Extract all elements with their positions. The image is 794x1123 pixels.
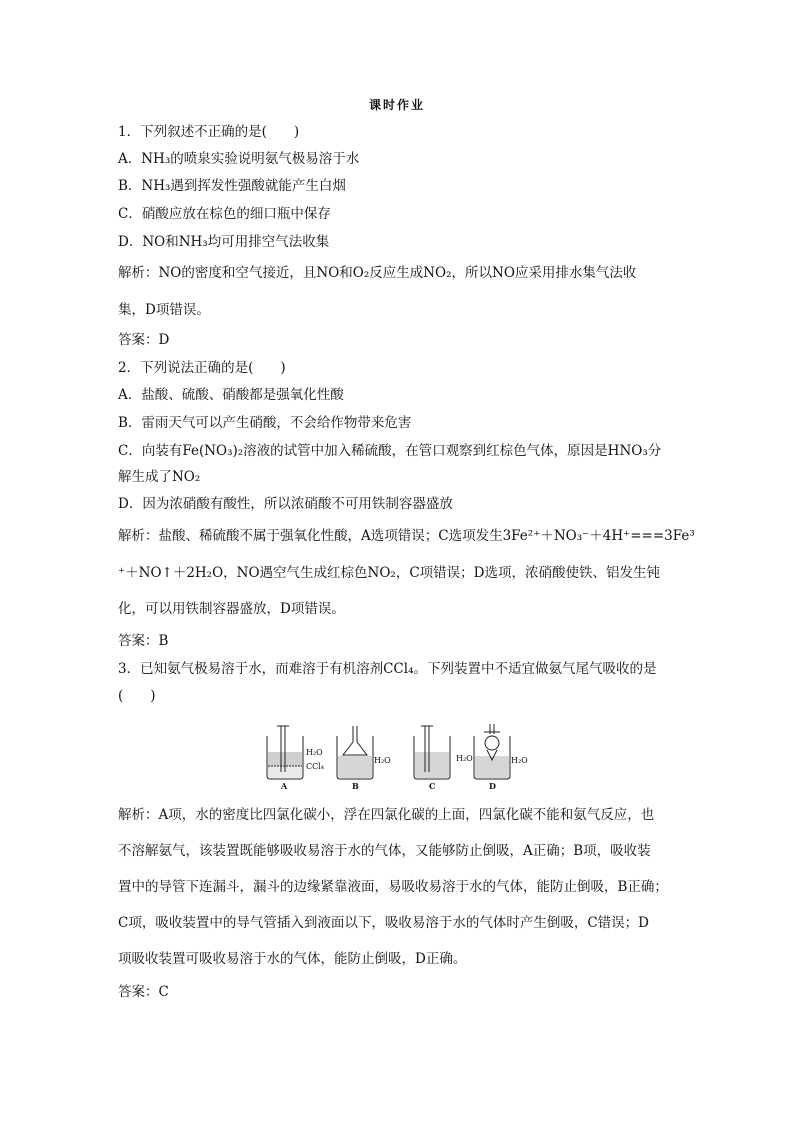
q2-option-c-line-1: C．向装有Fe(NO₃)₂溶液的试管中加入稀硫酸，在管口观察到红棕色气体，原因是HNO₃分 <box>118 443 662 459</box>
bulb-d-icon <box>485 736 499 750</box>
funnel-b-icon <box>343 742 367 755</box>
label-c: C <box>429 781 436 791</box>
q1-answer: 答案：D <box>118 332 170 348</box>
page-title: 课时作业 <box>368 98 425 112</box>
q3-answer: 答案：C <box>118 984 169 1000</box>
q2-analysis-line-3: 化，可以用铁制容器盛放，D项错误。 <box>118 601 345 617</box>
h2o-label-b: H₂O <box>374 756 391 765</box>
q1-option-d: D．NO和NH₃均可用排空气法收集 <box>118 234 330 250</box>
q2-option-a: A．盐酸、硫酸、硝酸都是强氧化性酸 <box>118 387 344 403</box>
q2-option-c-line-2: 解生成了NO₂ <box>118 469 201 485</box>
q1-option-a: A．NH₃的喷泉实验说明氨气极易溶于水 <box>118 151 360 167</box>
label-b: B <box>352 781 359 791</box>
h2o-label-c: H₂O <box>456 754 473 763</box>
label-d: D <box>489 781 496 791</box>
label-a: A <box>281 781 288 791</box>
q1-analysis-line-1: 解析：NO的密度和空气接近，且NO和O₂反应生成NO₂，所以NO应采用排水集气法收 <box>118 265 637 281</box>
q2-answer: 答案：B <box>118 633 169 649</box>
ccl4-label-a: CCl₄ <box>306 762 325 771</box>
q3-stem-line-2: ( ) <box>118 688 156 704</box>
q3-stem-line-1: 3．已知氨气极易溶于水，而难溶于有机溶剂CCl₄。下列装置中不适宜做氨气尾气吸收的是 <box>118 661 657 677</box>
q2-analysis-line-1: 解析：盐酸、稀硫酸不属于强氧化性酸，A选项错误；C选项发生3Fe²⁺＋NO₃⁻＋4H⁺===3Fe³ <box>118 528 695 544</box>
absorption-apparatus-figure <box>262 724 532 794</box>
h2o-label-d: H₂O <box>511 756 528 765</box>
h2o-label-a: H₂O <box>306 748 323 757</box>
q2-analysis-line-2: ⁺＋NO↑＋2H₂O，NO遇空气生成红棕色NO₂，C项错误；D选项，浓硝酸使铁、铝发生钝 <box>118 565 660 581</box>
q2-option-d: D．因为浓硝酸有酸性，所以浓硝酸不可用铁制容器盛放 <box>118 496 453 512</box>
q2-option-b: B．雷雨天气可以产生硝酸，不会给作物带来危害 <box>118 415 412 431</box>
q3-analysis-line-1: 解析：A项，水的密度比四氯化碳小，浮在四氯化碳的上面，四氯化碳不能和氨气反应，也 <box>118 807 655 823</box>
q3-analysis-line-3: 置中的导管下连漏斗，漏斗的边缘紧靠液面，易吸收易溶于水的气体，能防止倒吸，B正确； <box>118 879 668 895</box>
q1-stem: 1．下列叙述不正确的是( ) <box>118 124 300 140</box>
tube-b-icon <box>353 726 357 742</box>
q3-analysis-line-4: C项，吸收装置中的导气管插入到液面以下，吸收易溶于水的气体时产生倒吸，C错误；D <box>118 915 649 931</box>
q1-analysis-line-2: 集，D项错误。 <box>118 302 210 318</box>
q3-analysis-line-2: 不溶解氨气，该装置既能够吸收易溶于水的气体，又能够防止倒吸，A正确；B项，吸收装 <box>118 843 651 859</box>
q2-stem: 2．下列说法正确的是( ) <box>118 360 286 376</box>
q1-option-b: B．NH₃遇到挥发性强酸就能产生白烟 <box>118 178 346 194</box>
q1-option-c: C．硝酸应放在棕色的细口瓶中保存 <box>118 206 331 222</box>
q3-analysis-line-5: 项吸收装置可吸收易溶于水的气体，能防止倒吸，D正确。 <box>118 951 467 967</box>
